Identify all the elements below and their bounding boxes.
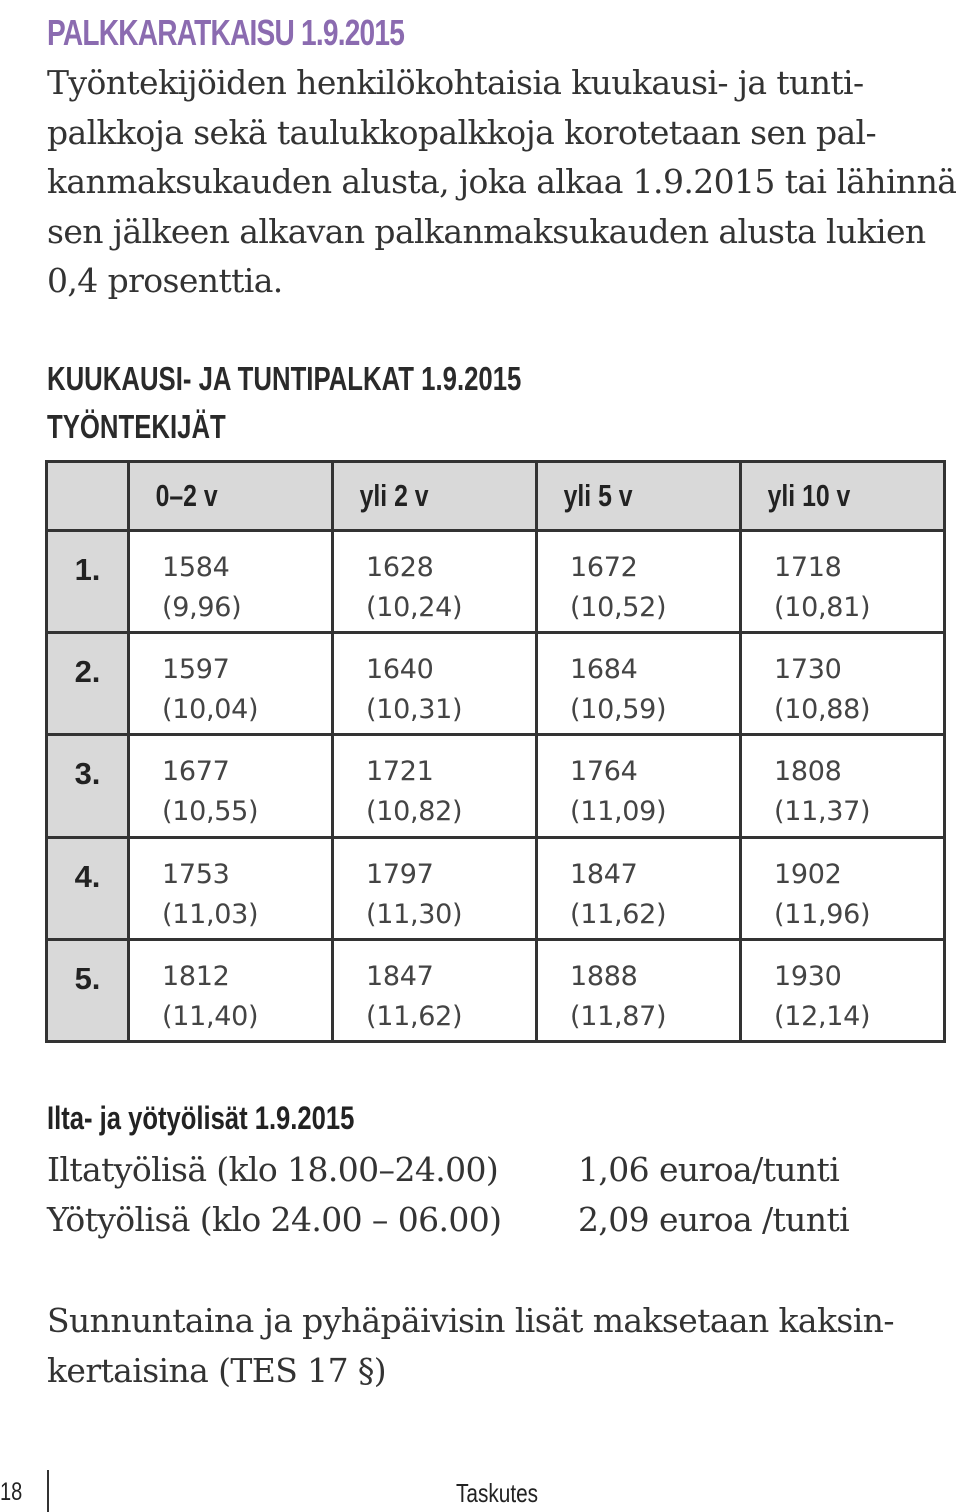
salary-cell: 1628 (10,24): [333, 531, 537, 633]
row-label: 2.: [47, 633, 129, 735]
salary-cell: 1584 (9,96): [129, 531, 333, 633]
night-supplement-label: Yötyölisä (klo 24.00 – 06.00): [47, 1200, 502, 1239]
page-heading: PALKKARATKAISU 1.9.2015: [47, 12, 405, 53]
supplements-title: Ilta- ja yötyölisät 1.9.2015: [47, 1100, 355, 1136]
salary-cell: 1888 (11,87): [537, 939, 741, 1041]
column-header: yli 2 v: [333, 462, 537, 531]
salary-cell: 1808 (11,37): [741, 735, 945, 837]
intro-line: 0,4 prosenttia.: [47, 261, 283, 300]
night-supplement-value: 2,09 euroa /tunti: [578, 1200, 850, 1239]
table-row: [47, 633, 945, 735]
row-label: 1.: [47, 531, 129, 633]
row-label: 5.: [47, 939, 129, 1041]
table-row: [47, 837, 945, 939]
salary-cell: 1764 (11,09): [537, 735, 741, 837]
table-header-row: [47, 462, 945, 531]
column-header: yli 5 v: [537, 462, 741, 531]
evening-supplement-label: Iltatyölisä (klo 18.00–24.00): [47, 1150, 499, 1189]
footer-title: Taskutes: [456, 1478, 539, 1508]
salary-cell: 1677 (10,55): [129, 735, 333, 837]
column-header: yli 10 v: [741, 462, 945, 531]
salary-cell: 1640 (10,31): [333, 633, 537, 735]
salary-cell: 1797 (11,30): [333, 837, 537, 939]
salary-cell: 1684 (10,59): [537, 633, 741, 735]
closing-line: Sunnuntaina ja pyhäpäivisin lisät maksetaan kaksin-: [47, 1301, 894, 1340]
footer-divider: [47, 1470, 49, 1512]
salary-cell: 1847 (11,62): [537, 837, 741, 939]
salary-cell: 1672 (10,52): [537, 531, 741, 633]
page-number: 18: [0, 1478, 23, 1506]
evening-supplement-value: 1,06 euroa/tunti: [578, 1150, 840, 1189]
table-row: [47, 939, 945, 1041]
salary-cell: 1721 (10,82): [333, 735, 537, 837]
row-label: 3.: [47, 735, 129, 837]
closing-line: kertaisina (TES 17 §): [47, 1351, 387, 1390]
table-heading: KUUKAUSI- JA TUNTIPALKAT 1.9.2015: [47, 360, 522, 397]
intro-line: Työntekijöiden henkilökohtaisia kuukausi- ja tunti-: [47, 63, 864, 102]
table-row: [47, 531, 945, 633]
intro-line: sen jälkeen alkavan palkanmaksukauden alusta lukien: [47, 211, 926, 251]
closing-paragraph: [47, 1296, 957, 1396]
salary-cell: 1718 (10,81): [741, 531, 945, 633]
intro-paragraph: [47, 58, 957, 306]
salary-cell: 1730 (10,88): [741, 633, 945, 735]
corner-cell: [47, 462, 129, 531]
salary-cell: 1753 (11,03): [129, 837, 333, 939]
salary-cell: 1847 (11,62): [333, 939, 537, 1041]
intro-line: palkkoja sekä taulukkopalkkoja korotetaan sen pal-: [47, 112, 877, 152]
salary-table: [45, 460, 946, 1043]
salary-cell: 1902 (11,96): [741, 837, 945, 939]
salary-cell: 1812 (11,40): [129, 939, 333, 1041]
table-row: [47, 735, 945, 837]
column-header: 0–2 v: [129, 462, 333, 531]
intro-line: kanmaksukauden alusta, joka alkaa 1.9.2015 tai lähinnä: [47, 162, 957, 201]
row-label: 4.: [47, 837, 129, 939]
table-subheading: TYÖNTEKIJÄT: [47, 408, 226, 445]
salary-cell: 1930 (12,14): [741, 939, 945, 1041]
salary-cell: 1597 (10,04): [129, 633, 333, 735]
